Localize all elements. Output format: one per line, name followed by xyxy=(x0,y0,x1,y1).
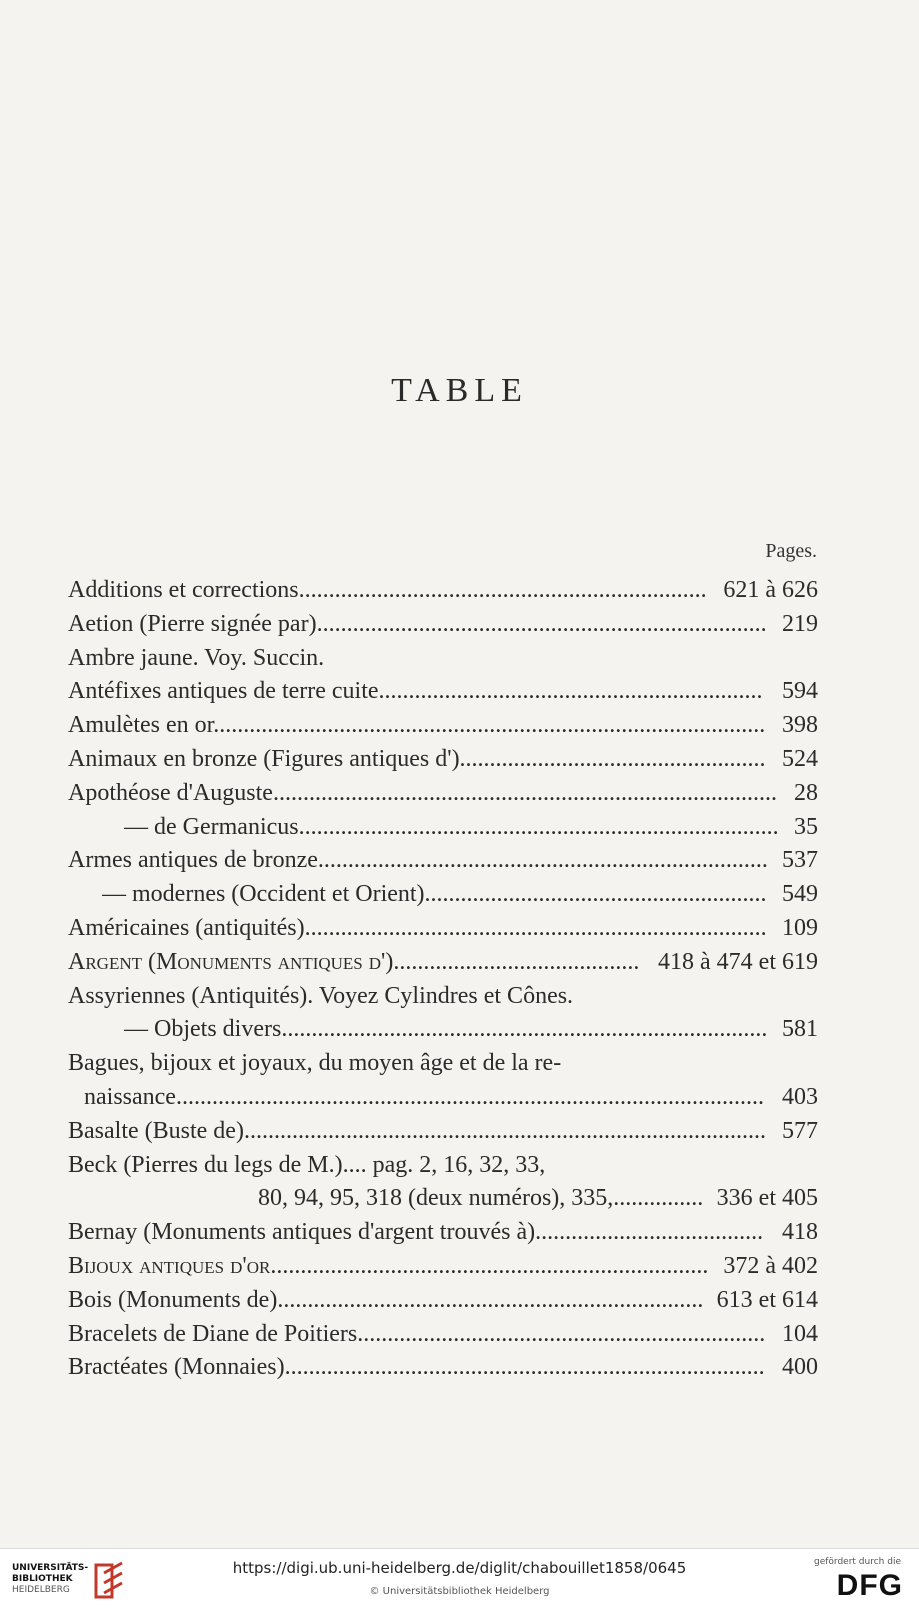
index-entry xyxy=(68,1250,818,1284)
entry-label: Argent (Monuments antiques d')......................................... xyxy=(68,948,640,975)
index-entry xyxy=(68,675,818,709)
entry-label: Armes antiques de bronze........................................................................... xyxy=(68,847,768,874)
index-entry xyxy=(68,608,818,642)
index-entry xyxy=(68,980,818,1014)
index-entry xyxy=(68,709,818,743)
index-entry xyxy=(68,1216,818,1250)
entry-page: 372 à 402 xyxy=(723,1252,818,1279)
entry-page: 336 et 405 xyxy=(716,1185,818,1212)
entry-label: Bagues, bijoux et joyaux, du moyen âge et de la re- xyxy=(68,1050,562,1077)
entry-label: Basalte (Buste de)....................................................................................... xyxy=(68,1117,766,1144)
dfg-logo[interactable]: DFG xyxy=(836,1569,903,1602)
institution-line: UNIVERSITÄTS- xyxy=(12,1563,89,1573)
entry-page: 109 xyxy=(782,914,818,941)
entry-page: 577 xyxy=(782,1117,818,1144)
entry-label: Bracelets de Diane de Poitiers.................................................................... xyxy=(68,1320,766,1347)
entry-page: 524 xyxy=(782,745,818,772)
entry-label: Apothéose d'Auguste.................................................................................... xyxy=(68,779,777,806)
institution-line: BIBLIOTHEK xyxy=(12,1574,73,1584)
entry-page: 398 xyxy=(782,712,818,739)
entry-label: Animaux en bronze (Figures antiques d')................................................... xyxy=(68,745,766,772)
entry-label: — modernes (Occident et Orient)......................................................... xyxy=(102,881,767,908)
entry-label: — Objets divers................................................................................. xyxy=(124,1016,768,1043)
entry-page: 400 xyxy=(782,1354,818,1381)
index-entry xyxy=(68,743,818,777)
index-table xyxy=(68,574,818,1385)
index-entry xyxy=(68,1149,818,1183)
entry-label: Bijoux antiques d'or......................................................................... xyxy=(68,1252,709,1279)
entry-page: 219 xyxy=(782,610,818,637)
index-entry xyxy=(68,574,818,608)
entry-label: Américaines (antiquités)............................................................................. xyxy=(68,914,767,941)
entry-label: 80, 94, 95, 318 (deux numéros), 335,............... xyxy=(258,1185,703,1212)
entry-label: Bois (Monuments de)....................................................................... xyxy=(68,1286,703,1313)
entry-label: Amulètes en or............................................................................................ xyxy=(68,712,766,739)
entry-page: 537 xyxy=(782,847,818,874)
index-entry xyxy=(68,1013,818,1047)
entry-label: — de Germanicus................................................................................ xyxy=(124,813,779,840)
entry-page: 621 à 626 xyxy=(723,577,818,603)
entry-page: 104 xyxy=(782,1320,818,1347)
entry-label: Antéfixes antiques de terre cuite................................................................ xyxy=(68,678,763,705)
index-entry xyxy=(68,1182,818,1216)
entry-page: 613 et 614 xyxy=(716,1286,818,1313)
entry-label: Beck (Pierres du legs de M.).... pag. 2, 16, 32, 33, xyxy=(68,1151,546,1178)
index-entry xyxy=(68,1047,818,1081)
index-entry xyxy=(68,1081,818,1115)
entry-label: Bernay (Monuments antiques d'argent trouvés à)...................................... xyxy=(68,1219,764,1246)
index-entry xyxy=(68,1115,818,1149)
entry-page: 594 xyxy=(782,678,818,705)
index-entry xyxy=(68,844,818,878)
entry-page: 549 xyxy=(782,881,818,908)
copyright-text: © Universitätsbibliothek Heidelberg xyxy=(369,1586,550,1597)
index-entry xyxy=(68,1318,818,1352)
entry-page: 403 xyxy=(782,1083,818,1110)
index-entry xyxy=(68,946,818,980)
entry-page: 418 à 474 et 619 xyxy=(658,948,818,975)
entry-page: 581 xyxy=(782,1016,818,1043)
entry-label: Additions et corrections.................................................................... xyxy=(68,577,707,603)
entry-label: Ambre jaune. Voy. Succin. xyxy=(68,644,325,671)
index-entry xyxy=(68,1284,818,1318)
institution-line: HEIDELBERG xyxy=(12,1585,70,1595)
entry-label: Assyriennes (Antiquités). Voyez Cylindres et Cônes. xyxy=(68,982,574,1009)
index-entry xyxy=(68,1351,818,1385)
index-entry xyxy=(68,642,818,676)
viewer-footer xyxy=(0,1548,919,1614)
entry-label: Aetion (Pierre signée par)........................................................................... xyxy=(68,610,767,637)
page-title: TABLE xyxy=(391,372,528,409)
index-entry xyxy=(68,777,818,811)
entry-page: 418 xyxy=(782,1219,818,1246)
entry-label: Bractéates (Monnaies)................................................................................ xyxy=(68,1354,765,1381)
index-entry xyxy=(68,811,818,845)
entry-label: naissance.................................................................................................. xyxy=(84,1083,764,1110)
index-entry xyxy=(68,912,818,946)
funding-note: gefördert durch die xyxy=(814,1557,901,1567)
index-entry xyxy=(68,878,818,912)
page-url-link[interactable]: https://digi.ub.uni-heidelberg.de/diglit/chabouillet1858/0645 xyxy=(232,1559,687,1577)
pages-column-label: Pages. xyxy=(765,540,817,562)
entry-page: 28 xyxy=(794,779,818,806)
entry-page: 35 xyxy=(794,813,818,840)
